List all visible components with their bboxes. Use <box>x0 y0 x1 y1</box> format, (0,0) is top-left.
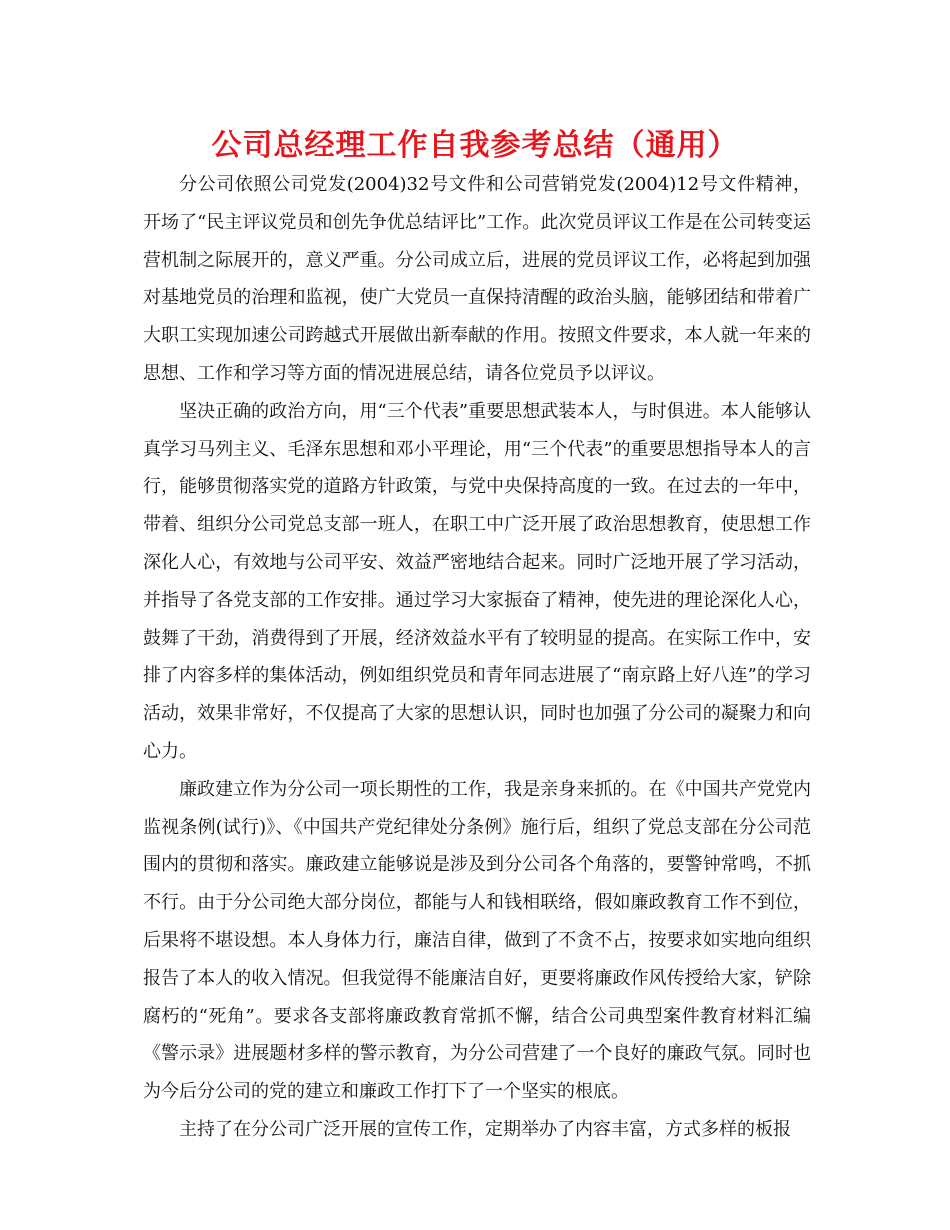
document-title: 公司总经理工作自我参考总结（通用） <box>211 128 739 163</box>
paragraph: 廉政建立作为分公司一项长期性的工作，我是亲身来抓的。在《中国共产党党内监视条例(试行)》、《中国共产党纪律处分条例》施行后，组织了党总支部在分公司范围内的贯彻和落实。廉政建立能够说是涉及到分公司各个角落的，要警钟常鸣，不抓不行。由于分公司绝大部分岗位，都能与人和钱相联络，假如廉政教育工作不到位，后果将不堪设想。本人身体力行，廉洁自律，做到了不贪不占，按要求如实地向组织报告了本人的收入情况。但我觉得不能廉洁自好，更要将廉政作风传授给大家，铲除腐朽的“死角”。要求各支部将廉政教育常抓不懈，结合公司典型案件教育材料汇编《警示录》进展题材多样的警示教育，为分公司营建了一个良好的廉政气氛。同时也为今后分公司的党的建立和廉政工作打下了一个坚实的根底。 <box>143 778 811 1103</box>
paragraph: 主持了在分公司广泛开展的宣传工作，定期举办了内容丰富，方式多样的板报 <box>179 1118 791 1140</box>
paragraph: 坚决正确的政治方向，用“三个代表”重要思想武装本人，与时俱进。本人能够认真学习马列主义、毛泽东思想和邓小平理论，用“三个代表”的重要思想指导本人的言行，能够贯彻落实党的道路方针政策，与党中央保持高度的一致。在过去的一年中，带着、组织分公司党总支部一班人，在职工中广泛开展了政治思想教育，使思想工作深化人心，有效地与公司平安、效益严密地结合起来。同时广泛地开展了学习活动，并指导了各党支部的工作安排。通过学习大家振奋了精神，使先进的理论深化人心，鼓舞了干劲，消费得到了开展，经济效益水平有了较明显的提高。在实际工作中，安排了内容多样的集体活动，例如组织党员和青年同志进展了“南京路上好八连”的学习活动，效果非常好，不仅提高了大家的思想认识，同时也加强了分公司的凝聚力和向心力。 <box>143 400 811 762</box>
paragraph: 分公司依照公司党发(2004)32号文件和公司营销党发(2004)12号文件精神，开场了“民主评议党员和创先争优总结评比”工作。此次党员评议工作是在公司转变运营机制之际展开的，意义严重。分公司成立后，进展的党员评议工作，必将起到加强对基地党员的治理和监视，使广大党员一直保持清醒的政治头脑，能够团结和带着广大职工实现加速公司跨越式开展做出新奉献的作用。按照文件要求，本人就一年来的思想、工作和学习等方面的情况进展总结，请各位党员予以评议。 <box>143 174 811 384</box>
document-body <box>143 166 811 1149</box>
